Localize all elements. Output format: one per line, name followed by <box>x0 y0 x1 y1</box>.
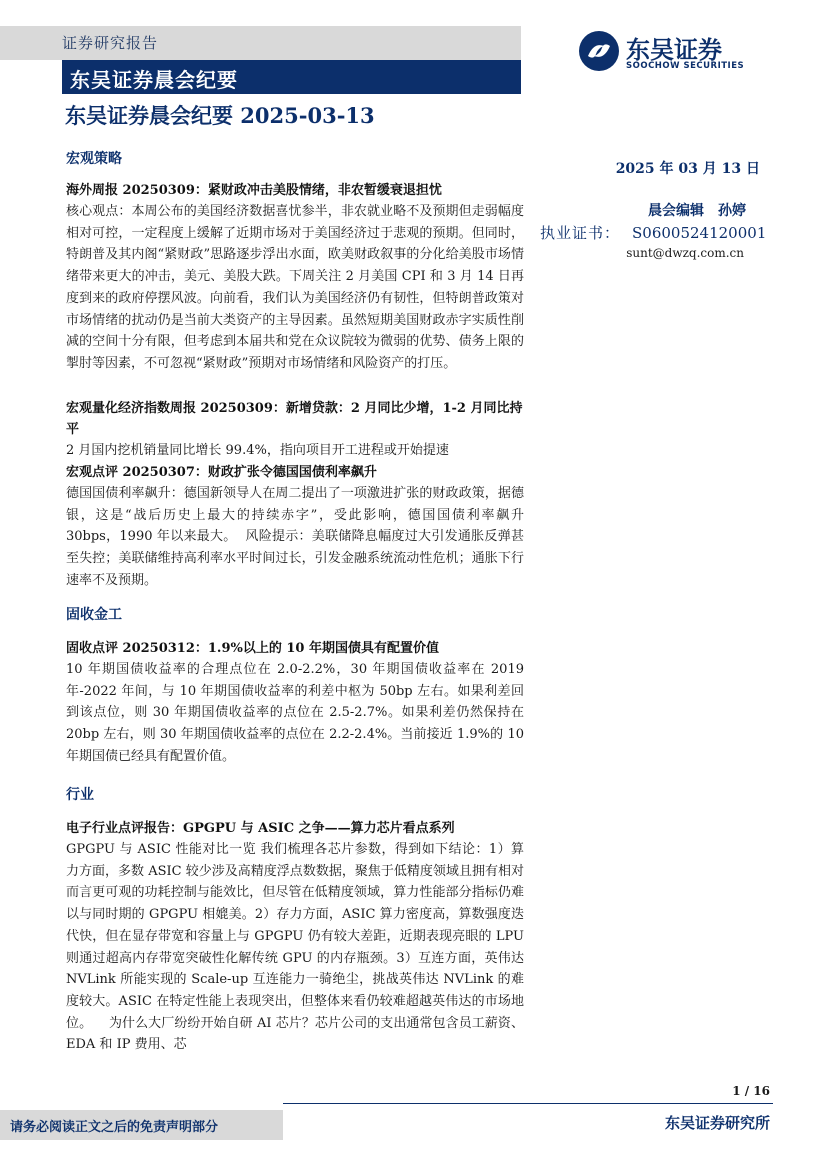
cert-line <box>540 222 766 243</box>
article-body: 10 年期国债收益率的合理点位在 2.0-2.2%，30 年期国债收益率在 2019 年-2022 年间，与 10 年期国债收益率的利差中枢为 50bp 左右。如果利差回到该点位，则 30 年期国债收益率的点位在 2.5-2.7%。如果利差仍然保持在 20bp 左右，则 30 年期国债收益率的点位在 2.2-2.4%。当前接近 1.9%的 10 年期国债已经具有配置价值。 <box>66 662 529 764</box>
cert-label: 执业证书： <box>540 224 621 242</box>
article-body: 2 月国内挖机销量同比增长 99.4%，指向项目开工进程或开始提速 <box>66 443 449 458</box>
section-heading-fixed-income: 固收金工 <box>66 607 122 623</box>
editor-label: 晨会编辑 <box>648 203 704 219</box>
footer-brand: 东吴证券研究所 <box>664 1114 770 1132</box>
industry-article-1 <box>66 818 529 1056</box>
disclaimer-text[interactable]: 请务必阅读正文之后的免责声明部分 <box>10 1120 219 1135</box>
article-title[interactable]: 固收点评 20250312：1.9%以上的 10 年期国债具有配置价值 <box>66 641 440 656</box>
article-body: 核心观点：本周公布的美国经济数据喜忧参半，非农就业略不及预期但走弱幅度相对可控，一定程度上缓解了近期市场对于美国经济过于悲观的预期。但同时，特朗普及其内阁“紧财政”思路逐步浮出水面，欧美财政叙事的分化给美股市场情绪带来更大的冲击，美元、美股大跌。下周关注 2 月美国 CPI 和 3 月 14 日再度到来的政府停摆风波。向前看，我们认为美国经济仍有韧性，但特朗普政策对市场情绪的扰动仍是当前大类资产的主导因素。虽然短期美国财政赤字实质性削减的空间十分有限，但考虑到本届共和党在众议院较为微弱的优势、债务上限的掣肘等因素，不可忽视“紧财政”预期对市场情绪和风险资产的打压。 <box>66 204 524 371</box>
logo-cn-text: 东吴证券 <box>626 36 722 64</box>
editor-name: 孙婷 <box>718 203 746 219</box>
series-title: 东吴证券晨会纪要 <box>70 68 238 92</box>
page-number: 1 / 16 <box>732 1084 770 1098</box>
article-body: GPGPU 与 ASIC 性能对比一览 我们梳理各芯片参数，得到如下结论：1）算力方面，多数 ASIC 较少涉及高精度浮点数数据，聚焦于低精度领域且拥有相对而言更可观的功耗控制与能效比，但尽管在低精度领域，算力性能部分指标仍难以与同时期的 GPGPU 相媲美。2）存力方面，ASIC 算力密度高，算数强度迭代快，但在显存带宽和容量上与 GPGPU 仍有较大差距，近期表现亮眼的 LPU 则通过超高内存带宽突破性化解传统 GPU 的内存瓶颈。3）互连方面，英伟达 NVLink 所能实现的 Scale-up 互连能力一骑绝尘，挑战英伟达 NVLink 的难度较大。ASIC 在特定性能上表现突出，但整体来看仍较难超越英伟达的市场地位。 为什么大厂纷纷开始自研 AI 芯片？芯片公司的支出通常包含员工薪资、EDA 和 IP 费用、芯 <box>66 842 529 1053</box>
cert-number: S0600524120001 <box>632 224 767 242</box>
article-title[interactable]: 宏观量化经济指数周报 20250309：新增贷款：2 月同比少增，1-2 月同比持平 <box>66 401 523 437</box>
report-type: 证券研究报告 <box>62 34 159 52</box>
macro-article-3 <box>66 462 529 592</box>
macro-article-1 <box>66 180 524 375</box>
soochow-logo-icon <box>578 30 620 72</box>
section-heading-macro: 宏观策略 <box>66 151 122 167</box>
article-title[interactable]: 海外周报 20250309：紧财政冲击美股情绪，非农暂缓衰退担忧 <box>66 183 442 198</box>
logo-en-text: SOOCHOW SECURITIES <box>626 61 745 71</box>
report-date: 2025 年 03 月 13 日 <box>615 161 760 177</box>
section-heading-industry: 行业 <box>66 787 94 803</box>
fixed-income-article-1 <box>66 638 529 768</box>
editor-email[interactable]: sunt@dwzq.com.cn <box>626 246 744 260</box>
article-title[interactable]: 宏观点评 20250307：财政扩张令德国国债利率飙升 <box>66 465 377 480</box>
page-title: 东吴证券晨会纪要 2025-03-13 <box>65 103 375 128</box>
soochow-logo <box>578 30 758 74</box>
footer-divider <box>283 1103 773 1104</box>
macro-article-2 <box>66 398 524 462</box>
article-body: 德国国债利率飙升：德国新领导人在周二提出了一项激进扩张的财政政策，据德银，这是“战后历史上最大的持续赤字”，受此影响，德国国债利率飙升 30bps，1990 年以来最大。 风险提示：美联储降息幅度过大引发通胀反弹甚至失控；美联储维持高利率水平时间过长，引发金融系统流动性危机；通胀下行速率不及预期。 <box>66 486 529 588</box>
article-title[interactable]: 电子行业点评报告：GPGPU 与 ASIC 之争——算力芯片看点系列 <box>66 821 455 836</box>
editor-line <box>648 200 746 220</box>
